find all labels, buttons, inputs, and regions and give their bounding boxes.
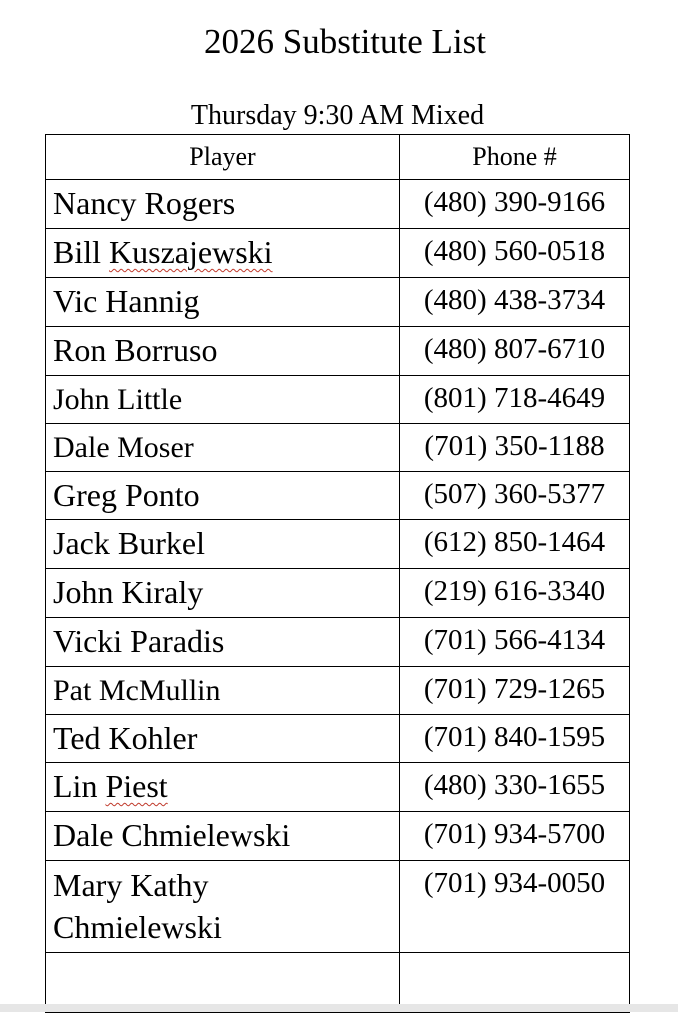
player-name: Vicki Paradis: [53, 623, 225, 659]
player-name: Jack Burkel: [53, 525, 205, 561]
player-cell: [46, 229, 400, 278]
player-name: [46, 229, 399, 269]
player-cell: [46, 569, 400, 618]
player-cell: [46, 715, 400, 763]
phone-cell: [400, 715, 630, 763]
table-row: [46, 618, 630, 667]
phone-cell: [400, 569, 630, 618]
phone-number: (701) 566-4134: [423, 624, 606, 656]
document-title: 2026 Substitute List: [204, 22, 486, 61]
player-name: John Little: [53, 383, 183, 416]
phone-cell: [400, 424, 630, 472]
phone-number: (219) 616-3340: [423, 575, 606, 607]
phone-number: (480) 438-3734: [423, 284, 606, 316]
table-row: [46, 861, 630, 953]
table-row: [46, 376, 630, 424]
table-row: [46, 472, 630, 520]
player-cell: [46, 278, 400, 327]
header-player: Player: [46, 135, 400, 180]
player-name-line2: Chmielewski: [53, 909, 222, 945]
player-cell: [46, 376, 400, 424]
player-cell: [46, 180, 400, 229]
phone-cell: [400, 229, 630, 278]
phone-number: (701) 350-1188: [424, 430, 605, 462]
player-name: Dale Chmielewski: [53, 817, 291, 853]
table-row: [46, 424, 630, 472]
phone-cell: [400, 278, 630, 327]
phone-cell: [400, 763, 630, 812]
substitute-table: [45, 134, 630, 1013]
player-first-name: Bill: [53, 234, 102, 270]
phone-number: (480) 807-6710: [423, 333, 606, 365]
phone-number: (480) 330-1655: [423, 769, 606, 801]
player-name: Ted Kohler: [53, 720, 198, 756]
player-name: [46, 763, 399, 803]
table-row: [46, 569, 630, 618]
phone-cell: [400, 667, 630, 715]
phone-number: (480) 390-9166: [423, 186, 606, 218]
player-cell: [46, 327, 400, 376]
phone-number: (480) 560-0518: [423, 235, 606, 267]
phone-cell: [400, 618, 630, 667]
player-name: Nancy Rogers: [53, 185, 236, 221]
player-name: Greg Ponto: [53, 477, 200, 513]
player-cell: [46, 520, 400, 569]
table-header-row: [46, 135, 630, 180]
phone-number: (612) 850-1464: [423, 526, 606, 558]
spellcheck-flagged-word: Kuszajewski: [109, 234, 273, 270]
player-first-name: Lin: [53, 768, 98, 804]
player-cell: [46, 861, 400, 953]
player-name: Ron Borruso: [53, 332, 218, 368]
phone-cell: [400, 472, 630, 520]
phone-cell: [400, 327, 630, 376]
header-phone: Phone #: [400, 135, 630, 180]
table-row: [46, 327, 630, 376]
table-row: [46, 763, 630, 812]
player-name: [46, 861, 399, 948]
player-cell: [46, 667, 400, 715]
player-cell: [46, 812, 400, 861]
phone-cell: [400, 180, 630, 229]
phone-number: (801) 718-4649: [423, 382, 606, 414]
player-name-line1: Mary Kathy: [53, 867, 209, 903]
table-row: [46, 715, 630, 763]
player-cell: [46, 618, 400, 667]
player-name: Vic Hannig: [53, 283, 200, 319]
phone-cell: [400, 812, 630, 861]
player-name: Dale Moser: [53, 431, 194, 464]
phone-number: (701) 934-0050: [423, 867, 606, 899]
window-bottom-edge: [0, 1004, 678, 1012]
phone-number: (701) 934-5700: [423, 818, 606, 850]
document-subtitle: Thursday 9:30 AM Mixed: [190, 100, 485, 131]
table-row: [46, 520, 630, 569]
table-row: [46, 278, 630, 327]
phone-number: (701) 729-1265: [423, 673, 606, 705]
player-name: John Kiraly: [53, 574, 204, 610]
phone-cell: [400, 376, 630, 424]
spellcheck-flagged-word: Piest: [105, 768, 168, 804]
table-row: [46, 667, 630, 715]
player-cell: [46, 763, 400, 812]
table-row: [46, 812, 630, 861]
phone-number: (507) 360-5377: [423, 478, 606, 510]
phone-cell: [400, 520, 630, 569]
player-name: Pat McMullin: [53, 674, 221, 707]
phone-cell: [400, 861, 630, 953]
table-row: [46, 180, 630, 229]
player-cell: [46, 472, 400, 520]
phone-number: (701) 840-1595: [423, 721, 606, 753]
table-row: [46, 229, 630, 278]
player-cell: [46, 424, 400, 472]
